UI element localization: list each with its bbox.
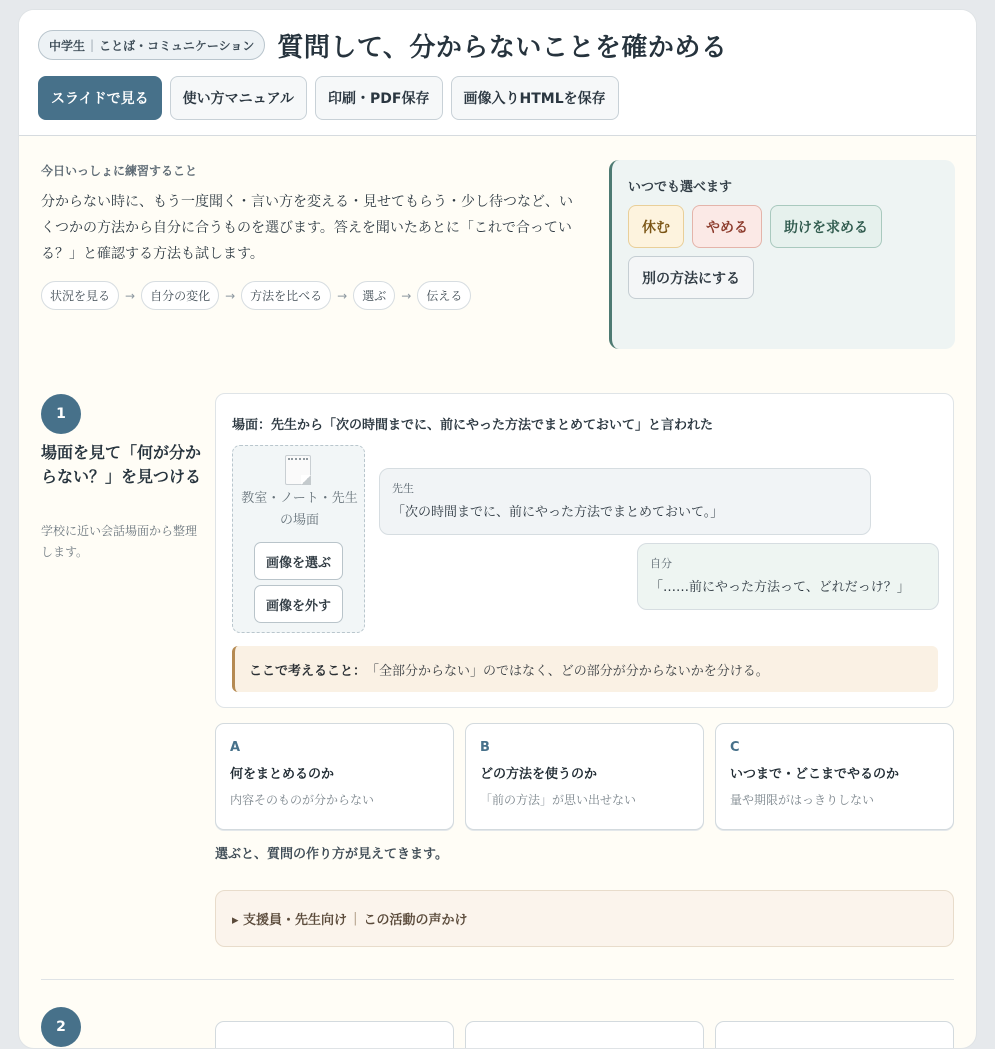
ask-for-help-button[interactable]: 助けを求める <box>770 205 882 248</box>
section-description: 学校に近い会話場面から整理します。 <box>41 524 198 559</box>
facilitator-notes-toggle[interactable] <box>215 890 954 947</box>
section-divider <box>41 979 954 980</box>
stop-button[interactable]: やめる <box>692 205 762 248</box>
page-title: 質問して、分からないことを確かめる <box>277 32 728 63</box>
option-description: 量や期限がはっきりしない <box>730 793 875 807</box>
option-letter: B <box>480 740 490 755</box>
section-title: 場面を見て「何が分からない？」を見つける <box>41 443 202 486</box>
think-text: 「全部分からない」のではなく、どの部分が分からないかを分ける。 <box>366 663 769 679</box>
option-card-b[interactable] <box>465 723 704 830</box>
option-card[interactable] <box>465 1021 704 1049</box>
arrow-right-icon: → <box>401 288 412 303</box>
details-topic: この活動の声かけ <box>363 913 468 928</box>
rest-button[interactable]: 休む <box>628 205 684 248</box>
speech-text: 「……前にやった方法って、どれだっけ？」 <box>650 580 910 595</box>
image-label: 教室・ノート・先生の場面 <box>241 491 358 528</box>
category-badge <box>38 30 265 60</box>
arrow-right-icon: → <box>225 288 236 303</box>
badge-separator: | <box>90 38 95 52</box>
scene-title: 場面：先生から「次の時間までに、前にやった方法でまとめておいて」と言われた <box>232 418 714 433</box>
arrow-right-icon: → <box>337 288 348 303</box>
step-flow <box>41 281 586 310</box>
header <box>19 10 976 136</box>
teacher-speech-bubble <box>379 468 871 535</box>
scene-card <box>215 393 954 708</box>
details-separator: | <box>353 911 358 926</box>
badge-subject: ことば・コミュニケーション <box>99 38 255 53</box>
step-observe: 状況を見る <box>41 281 119 310</box>
remove-image-button[interactable]: 画像を外す <box>254 585 343 623</box>
self-speech-bubble <box>637 543 939 610</box>
speaker-name: 自分 <box>650 557 672 570</box>
option-card-a[interactable] <box>215 723 454 830</box>
option-title: いつまで・どこまでやるのか <box>730 767 900 782</box>
save-html-button[interactable]: 画像入りHTMLを保存 <box>451 76 619 120</box>
option-description: 内容そのものが分からない <box>230 793 375 807</box>
always-choices-panel <box>609 160 955 349</box>
choices-title: いつでも選べます <box>628 180 733 195</box>
intro-kicker: 今日いっしょに練習すること <box>41 164 198 178</box>
option-letter: A <box>230 740 241 755</box>
manual-button[interactable]: 使い方マニュアル <box>170 76 307 120</box>
select-image-button[interactable]: 画像を選ぶ <box>254 542 343 580</box>
option-title: 何をまとめるのか <box>230 767 335 782</box>
step-self-change: 自分の変化 <box>141 281 219 310</box>
section-number: 1 <box>41 394 81 434</box>
option-letter: C <box>730 740 740 755</box>
other-method-button[interactable]: 別の方法にする <box>628 256 754 299</box>
page <box>18 9 977 1049</box>
speaker-name: 先生 <box>392 482 414 495</box>
option-card-c[interactable] <box>715 723 954 830</box>
details-audience: ▸ 支援員・先生向け <box>232 913 348 928</box>
step-choose: 選ぶ <box>353 281 395 310</box>
scene-image-placeholder <box>232 445 365 633</box>
arrow-right-icon: → <box>125 288 136 303</box>
badge-level: 中学生 <box>49 38 86 53</box>
option-card[interactable] <box>215 1021 454 1049</box>
option-card[interactable] <box>715 1021 954 1049</box>
intro-text: 分からない時に、もう一度聞く・言い方を変える・見せてもらう・少し待つなど、いくつかの方法から自分に合うものを選びます。答えを聞いたあとに「これで合っている？」と確認する方法も試します。 <box>41 194 573 262</box>
step-tell: 伝える <box>417 281 471 310</box>
selection-hint: 選ぶと、質問の作り方が見えてきます。 <box>215 847 448 862</box>
step-compare: 方法を比べる <box>241 281 331 310</box>
toolbar <box>38 76 957 120</box>
slides-button[interactable]: スライドで見る <box>38 76 162 120</box>
option-description: 「前の方法」が思い出せない <box>480 793 637 807</box>
think-label: ここで考えること： <box>249 663 367 679</box>
section-number: 2 <box>41 1007 81 1047</box>
print-pdf-button[interactable]: 印刷・PDF保存 <box>315 76 442 120</box>
think-point <box>232 646 938 692</box>
notepad-icon <box>285 455 311 485</box>
option-title: どの方法を使うのか <box>480 767 598 782</box>
speech-text: 「次の時間までに、前にやった方法でまとめておいて。」 <box>392 505 724 520</box>
